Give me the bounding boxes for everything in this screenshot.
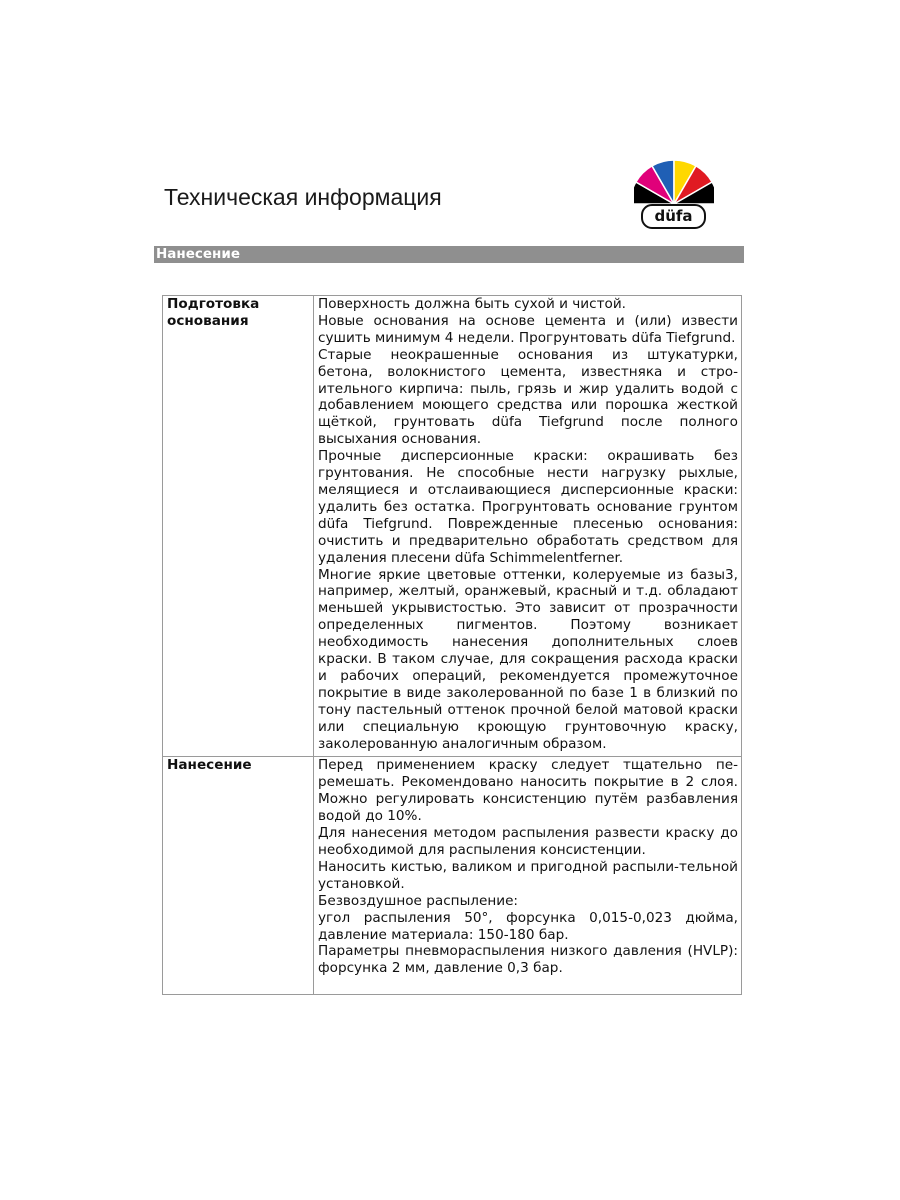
paragraph: Старые неокрашенные основания из штукатурки, бетона, волокнистого цемента, известняка и стро-ительного кирпича: пыль, грязь и жир удалить водой с добавлением моющего средства или порошка жесткой щёткой, грунтовать düfa Tiefgrund после полного высыхания основания. xyxy=(318,346,738,448)
row-content xyxy=(314,296,742,757)
paragraph: Перед применением краску следует тщательно пе-ремешать. Рекомендовано наносить покрытие в 2 слоя. Можно регулировать консистенцию путём разбавления водой до 10%. xyxy=(318,757,738,825)
page-title: Техническая информация xyxy=(164,184,442,210)
paragraph: Поверхность должна быть сухой и чистой. xyxy=(318,296,626,312)
paragraph: Наносить кистью, валиком и пригодной распыли-тельной установкой. xyxy=(318,858,738,892)
row-label: Подготовка основания xyxy=(163,296,314,757)
info-table xyxy=(162,295,742,995)
paragraph: угол распыления 50°, форсунка 0,015-0,023 дюйма, давление материала: 150-180 бар. xyxy=(318,909,738,943)
paragraph: Безвоздушное распыление: xyxy=(318,892,519,909)
section-title: Нанесение xyxy=(156,246,240,262)
table-row xyxy=(163,757,742,995)
table-row xyxy=(163,296,742,757)
logo-wordmark: düfa xyxy=(641,204,706,229)
paragraph: Параметры пневмораспыления низкого давления (HVLP): форсунка 2 мм, давление 0,3 бар. xyxy=(318,943,738,977)
paragraph: Прочные дисперсионные краски: окрашивать без грунтования. Не способные нести нагрузку рыхлые, мелящиеся и отслаивающиеся дисперсионные краски: удалить без остатка. Прогрунтовать основание грунтом düfa Tiefgrund. Поврежденные плесенью основания: очистить и предварительно обработать средством для удаления плесени düfa Schimmelentferner. xyxy=(318,448,738,566)
paragraph: Многие яркие цветовые оттенки, колеруемые из базы3, например, желтый, оранжевый, красный и т.д. обладают меньшей укрывистостью. Это зависит от прозрачности определенных пигментов. Поэтому возникает необходимость нанесения дополнительных слоев краски. В таком случае, для сокращения расхода краски и рабочих операций, рекомендуется промежуточное покрытие в виде заколерованной по базе 1 в близкий по тону пастельный оттенок прочной белой матовой краски или специальную кроющую грунтовочную краску, заколерованную аналогичным образом. xyxy=(318,566,738,752)
paragraph: Новые основания на основе цемента и (или) извести сушить минимум 4 недели. Прогрунтовать düfa Tiefgrund. xyxy=(318,312,738,346)
row-content xyxy=(314,757,742,995)
row-label: Нанесение xyxy=(163,757,314,995)
paragraph: Для нанесения методом распыления развести краску до необходимой для распыления консистенции. xyxy=(318,825,738,858)
section-header xyxy=(154,246,744,263)
